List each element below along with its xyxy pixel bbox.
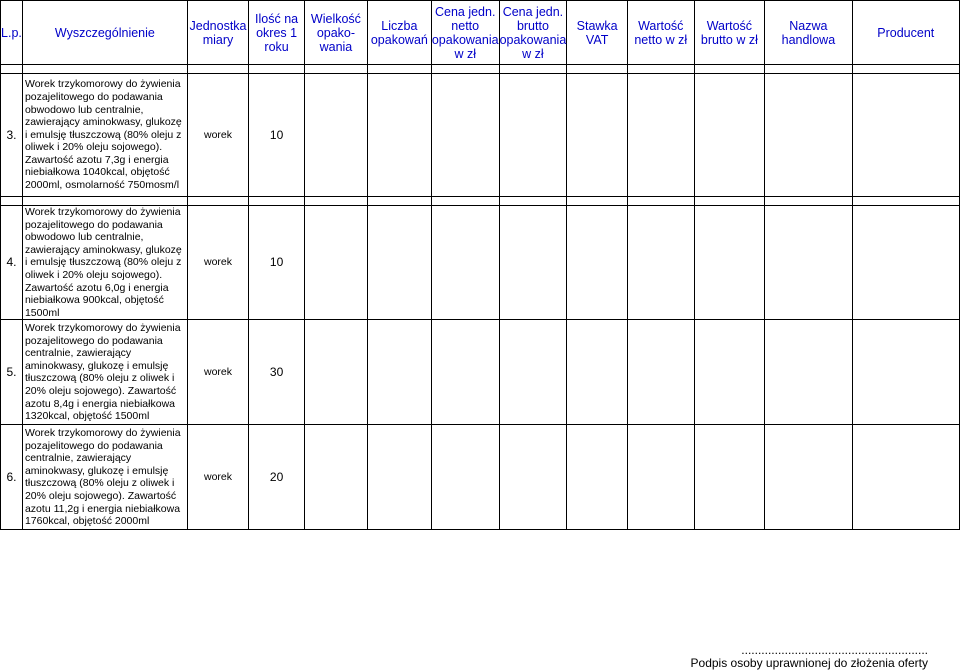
cell-trade-name[interactable] <box>765 206 852 320</box>
row-number: 5. <box>1 320 23 425</box>
cell-pack-count[interactable] <box>367 74 431 197</box>
header-pack-size: Wielkość opako-wania <box>304 1 367 65</box>
cell-pack-count[interactable] <box>367 425 431 530</box>
cell-trade-name[interactable] <box>765 74 852 197</box>
cell-pack-count[interactable] <box>367 320 431 425</box>
row-quantity: 20 <box>249 425 305 530</box>
cell-producer[interactable] <box>852 425 959 530</box>
signature-caption: Podpis osoby uprawnionej do złożenia oferty <box>690 656 928 670</box>
table-row <box>1 425 960 530</box>
header-unit: Jednostka miary <box>187 1 248 65</box>
signature-line: ........................................................ <box>741 643 928 657</box>
table-row <box>1 206 960 320</box>
row-number: 6. <box>1 425 23 530</box>
header-pack-count: Liczba opakowań <box>367 1 431 65</box>
cell-value-net[interactable] <box>628 320 694 425</box>
cell-value-gross[interactable] <box>694 425 765 530</box>
cell-value-gross[interactable] <box>694 74 765 197</box>
header-trade-name: Nazwa handlowa <box>765 1 852 65</box>
header-lp: L.p. <box>1 1 23 65</box>
header-value-net: Wartość netto w zł <box>628 1 694 65</box>
header-producer: Producent <box>852 1 959 65</box>
row-unit: worek <box>187 425 248 530</box>
cell-value-net[interactable] <box>628 206 694 320</box>
cell-unit-price-net[interactable] <box>431 74 499 197</box>
cell-unit-price-net[interactable] <box>431 320 499 425</box>
header-vat: Stawka VAT <box>567 1 628 65</box>
cell-unit-price-net[interactable] <box>431 425 499 530</box>
row-description: Worek trzykomorowy do żywienia pozajelitowego do podawania centralnie, zawierający aminokwasy, glukozę i emulsję tłuszczową (80% oleju z oliwek i 20% oleju sojowego). Zawartość azotu 8,4g i energia niebiałkowa 1320kcal, objętość 1500ml <box>22 320 187 425</box>
row-unit: worek <box>187 206 248 320</box>
signature-block <box>691 644 928 670</box>
cell-producer[interactable] <box>852 320 959 425</box>
cell-vat[interactable] <box>567 74 628 197</box>
row-unit: worek <box>187 74 248 197</box>
cell-vat[interactable] <box>567 320 628 425</box>
cell-pack-count[interactable] <box>367 206 431 320</box>
cell-trade-name[interactable] <box>765 320 852 425</box>
header-quantity: Ilość na okres 1 roku <box>249 1 305 65</box>
row-number: 4. <box>1 206 23 320</box>
cell-value-gross[interactable] <box>694 320 765 425</box>
row-quantity: 10 <box>249 74 305 197</box>
cell-unit-price-gross[interactable] <box>499 320 567 425</box>
row-unit: worek <box>187 320 248 425</box>
table-row <box>1 320 960 425</box>
header-row <box>1 1 960 65</box>
row-description: Worek trzykomorowy do żywienia pozajelitowego do podawania obwodowo lub centralnie, zawierający aminokwasy, glukozę i emulsję tłuszczową (80% oleju z oliwek i 20% oleju sojowego). Zawartość azotu 7,3g i energia niebiałkowa 1040kcal, objętość 2000ml, osmolarność 750mosm/l <box>22 74 187 197</box>
cell-value-net[interactable] <box>628 74 694 197</box>
cell-unit-price-gross[interactable] <box>499 425 567 530</box>
cell-vat[interactable] <box>567 206 628 320</box>
cell-pack-size[interactable] <box>304 206 367 320</box>
cell-pack-size[interactable] <box>304 320 367 425</box>
cell-value-net[interactable] <box>628 425 694 530</box>
row-quantity: 30 <box>249 320 305 425</box>
header-description: Wyszczególnienie <box>22 1 187 65</box>
spacer-row <box>1 197 960 206</box>
spacer-row <box>1 65 960 74</box>
cell-value-gross[interactable] <box>694 206 765 320</box>
cell-pack-size[interactable] <box>304 74 367 197</box>
header-unit-price-net: Cena jedn. netto opakowania w zł <box>431 1 499 65</box>
cell-unit-price-net[interactable] <box>431 206 499 320</box>
table-row <box>1 74 960 197</box>
header-value-gross: Wartość brutto w zł <box>694 1 765 65</box>
cell-producer[interactable] <box>852 206 959 320</box>
row-description: Worek trzykomorowy do żywienia pozajelitowego do podawania obwodowo lub centralnie, zawierający aminokwasy, glukozę i emulsję tłuszczową (80% oleju z oliwek i 20% oleju sojowego). Zawartość azotu 6,0g i energia niebiałkowa 900kcal, objętość 1500ml <box>22 206 187 320</box>
cell-unit-price-gross[interactable] <box>499 74 567 197</box>
cell-unit-price-gross[interactable] <box>499 206 567 320</box>
row-number: 3. <box>1 74 23 197</box>
row-quantity: 10 <box>249 206 305 320</box>
cell-producer[interactable] <box>852 74 959 197</box>
cell-trade-name[interactable] <box>765 425 852 530</box>
cell-vat[interactable] <box>567 425 628 530</box>
cell-pack-size[interactable] <box>304 425 367 530</box>
row-description: Worek trzykomorowy do żywienia pozajelitowego do podawania centralnie, zawierający aminokwasy, glukozę i emulsję tłuszczową (80% oleju z oliwek i 20% oleju sojowego). Zawartość azotu 11,2g i energia niebiałkowa 1760kcal, objętość 2000ml <box>22 425 187 530</box>
header-unit-price-gross: Cena jedn. brutto opakowania w zł <box>499 1 567 65</box>
